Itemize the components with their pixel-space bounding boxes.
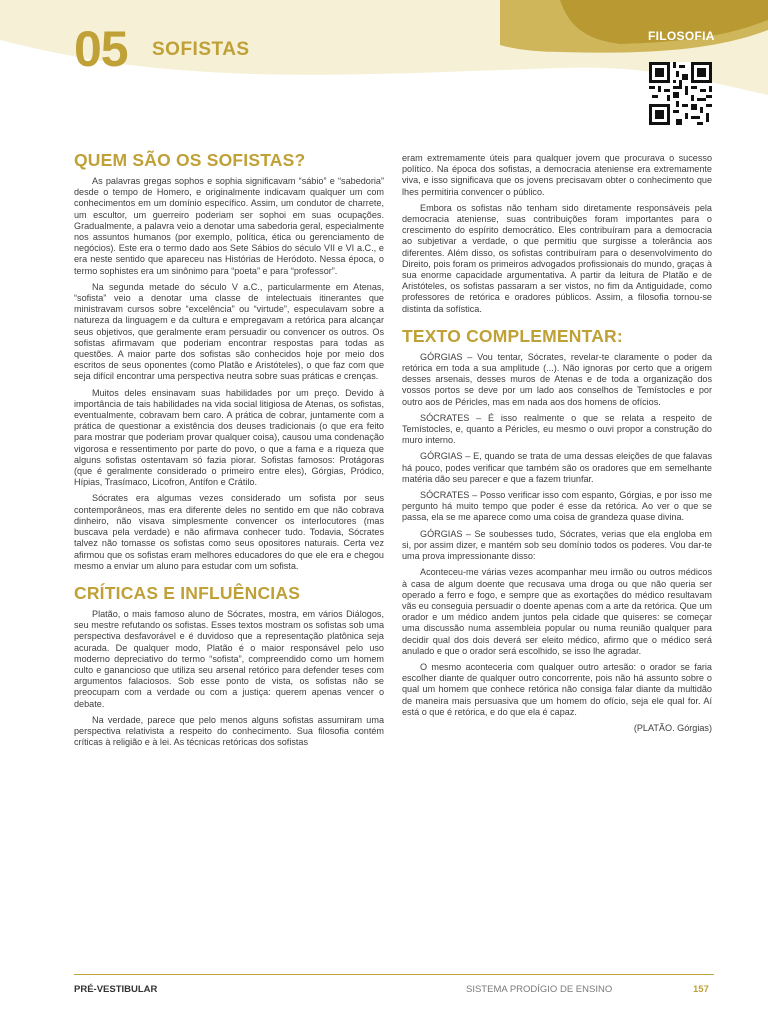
paragraph: Platão, o mais famoso aluno de Sócrates, mostra, em vários Diálogos, seu mestre refutando os sofistas. Esses textos mostram os sofistas sob uma perspectiva desfavorável e é duvidoso que a representação platônica seja acurada. De qualquer modo, Platão é o maior responsável pelo uso moderno depreciativo do termo “sofista”, compreendido como um homem culto e ganancioso que utiliza seu arsenal retórico para defender teses com argumentos falaciosos. Sob esse ponto de vista, os sofistas não se preocupam com a verdade ou com a justiça: querem apenas vencer o debate.: [74, 608, 384, 709]
section-title-texto-complementar: TEXTO COMPLEMENTAR:: [402, 325, 623, 346]
paragraph: Na segunda metade do século V a.C., particularmente em Atenas, “sofista” veio a denotar uma classe de intelectuais itinerantes que ministravam cursos sobre “excelência” ou “virtude”, especulavam sobre a natureza da linguagem e da cultura e empregavam a retórica para alcançar seus objetivos, que geralmente eram persuadir ou convencer os outros. Os sofistas afirmavam que poderiam encontrar respostas para todas as questões. A maior parte dos sofistas são conhecidos hoje por meio dos escritos de seus oponentes (como Platão e Aristóteles), o que faz com que seja difícil encontrar uma perspectiva neutra sobre suas práticas e crenças.: [74, 281, 384, 382]
paragraph: GÓRGIAS – Vou tentar, Sócrates, revelar-te claramente o poder da retórica em toda a sua amplitude (...). Não ignoras por certo que a origem desses arsenais, desses muros de Atenas e de toda a organização dos vossos portos se deve por um lado aos conselhos de Temístocles e por outro aos de Péricles, mas em nada aos dos homens de ofícios.: [402, 351, 712, 407]
paragraph: eram extremamente úteis para qualquer jovem que procurava o sucesso político. Na época dos sofistas, a democracia ateniense era extremamente viva, e isso significava que os jovens precisavam obter o conhecimento que lhes permitiria convencer o público.: [402, 153, 712, 197]
subject-label: FILOSOFIA: [648, 29, 715, 43]
paragraph: GÓRGIAS – E, quando se trata de uma dessas eleições de que falavas há pouco, podes verificar que também são os oradores que em semelhante matéria dão seu parecer e que a fazem triunfar.: [402, 451, 712, 484]
paragraph: GÓRGIAS – Se soubesses tudo, Sócrates, verias que ela engloba em si, por assim dizer, e mantém sob seu domínio todos os poderes. Vou dar-te uma prova impressionante disso:: [402, 528, 712, 562]
paragraph: SÓCRATES – É isso realmente o que se relata a respeito de Temístocles, e, quanto a Péricles, eu mesmo o ouvi propor a construção do muro interno.: [402, 412, 712, 446]
paragraph: Na verdade, parece que pelo menos alguns sofistas assumiram uma perspectiva relativista a respeito do conhecimento. Sua filosofia contém críticas à religião e à lei. As técnicas retóricas dos sofistas: [74, 714, 384, 748]
footer-divider: [74, 974, 714, 975]
footer-publisher: SISTEMA PRODÍGIO DE ENSINO: [466, 984, 613, 995]
left-column: [74, 150, 384, 753]
paragraph: O mesmo aconteceria com qualquer outro artesão: o orador se faria escolher diante de qualquer outro concorrente, pois não há assunto sobre o qual um homem que conhece retórica não consiga falar diante da multidão de maneira mais persuasiva que um homem do ofício, seja ele qual for. Aí está o que é retórica, e do que ela é capaz.: [402, 661, 712, 717]
paragraph: Muitos deles ensinavam suas habilidades por um preço. Devido à importância de tais habilidades na vida social litigiosa de Atenas, os sofistas, eventualmente, cobravam bem caro. A prática de cobrar, juntamente com a prática de questionar a existência dos deuses tradicionais (o que era feito para mostrar que poderiam provar qualquer coisa), causou uma condenação vigorosa e ressentimento por parte do povo, o que a fama e a riqueza que alguns sofistas ostentavam só fazia piorar. Sofistas famosos: Protágoras (que é geralmente considerado o primeiro entre eles), Górgias, Pródico, Hípias, Trasímaco, Licofron, Antífon e Crátilo.: [74, 387, 384, 488]
paragraph: As palavras gregas sophos e sophia significavam “sábio” e “sabedoria” desde o tempo de Homero, e originalmente indicavam qualquer um com conhecimentos em um domínio específico. Assim, um condutor de charrete, um escultor, um guerreiro poderiam ser sophoi em suas ocupações. Gradualmente, a palavra veio a denotar uma sabedoria geral, especialmente nos assuntos humanos (por exemplo, política, ética ou gerenciamento de negócios). Este era o termo dado aos Sete Sábios do século VII e VI a.C., e era neste sentido que apareceu nas Histórias de Heródoto. Nessa época, o termo sophistes era um sinônimo para “poeta” e para “professor”.: [74, 176, 384, 276]
section-title-quem-sao: QUEM SÃO OS SOFISTAS?: [74, 150, 306, 170]
paragraph: SÓCRATES – Posso verificar isso com espanto, Górgias, e por isso me pergunto há muito tempo que poder é esse da retórica. Ao ver o que se passa, ela se me aparece como uma coisa de grandeza quase divina.: [402, 490, 712, 523]
right-column: [402, 153, 712, 739]
paragraph: Embora os sofistas não tenham sido diretamente responsáveis pela democracia ateniense, suas contribuições foram importantes para o crescimento do espírito democrático. Eles contribuíram para a democracia ao subjetivar a verdade, o que permitiu que surgisse a tolerância aos diferentes. Além disso, os sofistas contribuíram para o desenvolvimento do Direito, pois foram os primeiros advogados profissionais do mundo, graças à sua enorme capacidade argumentativa. A partir da leitura de Platão e de Aristóteles, os sofistas passaram a ser vistos, no fim da Antiguidade, como professores de retórica e oradores públicos. Assim, a filosofia tornou-se distinta da sofística.: [402, 202, 712, 314]
paragraph: Sócrates era algumas vezes considerado um sofista por seus contemporâneos, mas era diferente deles no sentido em que não cobrava dinheiro, não visava simplesmente convencer os interlocutores (mas buscava pela verdade) e não afirmava conhecer tudo. Todavia, Sócrates talvez não tomasse os sofistas como seus opositores naturais. Certa vez afirmou que os sofistas eram melhores educadores do que ele era e chegou mesmo a enviar um aluno para estudar com um sofista.: [74, 493, 384, 571]
section-title-criticas: CRÍTICAS E INFLUÊNCIAS: [74, 582, 301, 603]
qr-code-icon[interactable]: [649, 62, 712, 125]
citation: (PLATÃO. Górgias): [633, 722, 712, 733]
page-number: 157: [693, 984, 709, 995]
chapter-number: 05: [74, 21, 128, 77]
footer-course: PRÉ-VESTIBULAR: [74, 984, 158, 995]
paragraph: Aconteceu-me várias vezes acompanhar meu irmão ou outros médicos à casa de algum doente que recusava uma droga ou que não queria ser operado a ferro e fogo, e sempre que as exortações do médico resultavam vãs eu conseguia persuadir o doente apenas com a arte da retórica. Que um orador e um médico andem juntos pela cidade que quiseres: se começar uma discussão numa assembleia popular ou numa reunião qualquer para decidir qual dos dois deverá ser eleito médico, afirmo que o médico será anulado e que o orador será escolhido, se isso lhe agradar.: [402, 567, 712, 656]
chapter-title: SOFISTAS: [152, 39, 250, 60]
